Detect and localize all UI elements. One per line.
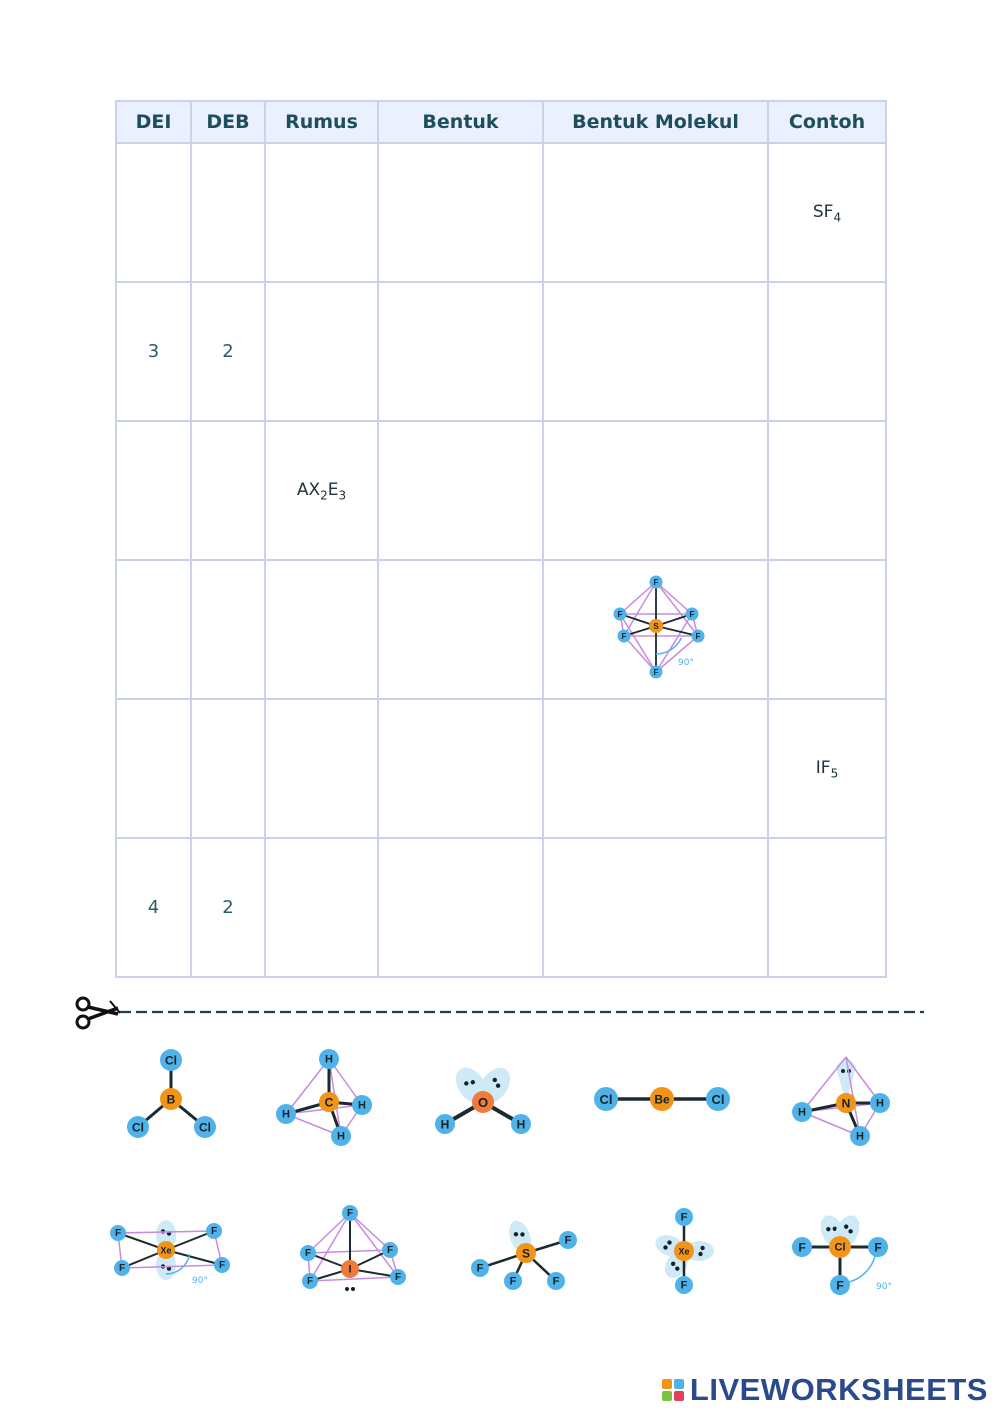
edge-line — [118, 1231, 214, 1233]
atom-label: B — [166, 1092, 176, 1107]
dei-cell[interactable] — [116, 421, 191, 560]
atom — [382, 1242, 398, 1258]
atom-label: F — [304, 1248, 312, 1259]
atom-label: Cl — [711, 1092, 725, 1107]
atom — [830, 1275, 850, 1295]
atom — [331, 1126, 351, 1146]
deb-cell[interactable] — [191, 421, 265, 560]
table-row — [116, 838, 886, 977]
atom-label: F — [552, 1275, 560, 1288]
atom-label: H — [325, 1053, 333, 1066]
bentuk-molekul-cell[interactable] — [543, 282, 768, 421]
atom — [836, 1093, 856, 1113]
molecule-square-pyramidal[interactable] — [298, 1203, 418, 1303]
table-body — [116, 143, 886, 977]
atom — [276, 1104, 296, 1124]
molecule-trigonal-pyramidal[interactable] — [790, 1047, 900, 1147]
bentuk-cell[interactable] — [378, 699, 543, 838]
atom — [870, 1093, 890, 1113]
contoh-cell[interactable] — [768, 421, 886, 560]
atom — [206, 1223, 222, 1239]
atom-label: F — [617, 610, 622, 619]
formula-part: E — [327, 479, 339, 500]
atom — [472, 1091, 494, 1113]
atom — [674, 1241, 694, 1261]
bentuk-molekul-cell[interactable] — [543, 838, 768, 977]
formula-part: 4 — [833, 210, 842, 225]
rumus-cell[interactable] — [265, 421, 378, 560]
scissors-icon — [77, 998, 120, 1028]
atom — [390, 1269, 406, 1285]
atom-label: H — [798, 1106, 806, 1119]
atom-label: F — [653, 578, 658, 587]
bentuk-molekul-cell[interactable] — [543, 560, 768, 699]
molecule-card-1[interactable] — [116, 1047, 226, 1147]
atom — [160, 1088, 182, 1110]
molecule-card-6[interactable] — [108, 1203, 238, 1293]
atom-label: Cl — [199, 1120, 211, 1135]
formula-part: AX — [296, 479, 321, 500]
formula-part: SF — [812, 201, 834, 222]
header-bentuk-molekul: Bentuk Molekul — [543, 101, 768, 143]
molecule-card-4[interactable] — [592, 1074, 732, 1124]
atom — [594, 1087, 618, 1111]
atom — [516, 1243, 536, 1263]
rumus-cell[interactable] — [265, 560, 378, 699]
atom-label: F — [306, 1276, 314, 1287]
atom-label: S — [521, 1246, 531, 1261]
logo-icon — [662, 1379, 684, 1401]
edge-line — [624, 636, 656, 672]
molecule-card-10[interactable] — [788, 1203, 908, 1303]
atom — [613, 608, 626, 621]
rumus-cell[interactable] — [265, 699, 378, 838]
atom — [868, 1237, 888, 1257]
atom — [685, 608, 698, 621]
atom-label: H — [337, 1130, 345, 1143]
molecule-trigonal-planar[interactable] — [116, 1047, 226, 1147]
atom — [214, 1257, 230, 1273]
atom — [511, 1114, 531, 1134]
atom-label: Xe — [160, 1245, 172, 1256]
atom — [160, 1049, 182, 1071]
table-row — [116, 143, 886, 282]
atom-label: N — [841, 1096, 851, 1111]
atom-label: I — [348, 1263, 352, 1276]
atom — [352, 1095, 372, 1115]
table-row — [116, 560, 886, 699]
atom-label: H — [358, 1099, 366, 1112]
atom — [300, 1245, 316, 1261]
molecule-linear-3-lone-pairs[interactable] — [640, 1203, 730, 1303]
header-dei: DEI — [116, 101, 191, 143]
bentuk-molekul-cell[interactable] — [543, 421, 768, 560]
atom — [194, 1116, 216, 1138]
atom-label: F — [798, 1240, 806, 1255]
atom-label: F — [210, 1226, 218, 1237]
atom-label: C — [324, 1095, 334, 1110]
dei-cell[interactable]: 4 — [116, 838, 191, 977]
dei-cell[interactable] — [116, 560, 191, 699]
formula-part: 3 — [338, 488, 347, 503]
header-deb: DEB — [191, 101, 265, 143]
contoh-cell[interactable] — [768, 699, 886, 838]
table-row — [116, 699, 886, 838]
molecule-seesaw[interactable] — [468, 1203, 588, 1303]
dei-cell[interactable]: 3 — [116, 282, 191, 421]
lone-pair-dots — [345, 1287, 355, 1291]
atom-label: F — [114, 1228, 122, 1239]
atom — [617, 630, 630, 643]
atom-label: F — [680, 1279, 688, 1292]
atom-label: Cl — [834, 1241, 846, 1254]
atom-label: Cl — [165, 1053, 177, 1068]
contoh-formula — [815, 757, 839, 781]
bentuk-cell[interactable] — [378, 838, 543, 977]
atom-label: Cl — [132, 1120, 144, 1135]
angle-label: 90° — [677, 658, 694, 668]
edge-line — [308, 1213, 350, 1253]
atom — [675, 1208, 693, 1226]
formula-part: 2 — [320, 488, 328, 503]
edge-line — [350, 1213, 390, 1250]
contoh-formula — [812, 201, 842, 225]
atom-label: F — [621, 632, 626, 641]
atom — [649, 619, 663, 633]
liveworksheets-logo — [662, 1372, 988, 1408]
header-rumus: Rumus — [265, 101, 378, 143]
molecule-square-planar[interactable] — [108, 1203, 238, 1293]
dei-cell[interactable] — [116, 143, 191, 282]
logo-text: LIVEWORKSHEETS — [689, 1372, 988, 1407]
atom — [110, 1225, 126, 1241]
header-bentuk: Bentuk — [378, 101, 543, 143]
atom — [792, 1102, 812, 1122]
atom-label: O — [477, 1095, 489, 1110]
atom — [341, 1260, 359, 1278]
atom — [792, 1237, 812, 1257]
bentuk-molekul-cell[interactable] — [543, 143, 768, 282]
atom — [504, 1272, 522, 1290]
molecule-card-3[interactable] — [423, 1047, 543, 1147]
contoh-cell[interactable] — [768, 143, 886, 282]
atom — [559, 1231, 577, 1249]
atom — [675, 1276, 693, 1294]
atom — [435, 1114, 455, 1134]
deb-cell[interactable]: 2 — [191, 282, 265, 421]
deb-cell[interactable]: 2 — [191, 838, 265, 977]
molecule-card-9[interactable] — [640, 1203, 730, 1303]
atom — [342, 1205, 358, 1221]
molecule-card-5[interactable] — [790, 1047, 900, 1147]
atom — [114, 1260, 130, 1276]
molecule-tetrahedral[interactable] — [274, 1047, 384, 1147]
atom-label: F — [564, 1234, 572, 1247]
atom — [649, 576, 662, 589]
cut-line — [74, 992, 934, 1032]
atom-label: H — [440, 1117, 450, 1132]
atom-label: S — [652, 622, 659, 631]
table-row — [116, 282, 886, 421]
angle-label: 90° — [876, 1282, 892, 1292]
bentuk-cell[interactable] — [378, 560, 543, 699]
atom-label: F — [836, 1278, 844, 1293]
rumus-cell[interactable] — [265, 838, 378, 977]
atom — [706, 1087, 730, 1111]
contoh-cell[interactable] — [768, 838, 886, 977]
atom — [547, 1272, 565, 1290]
atom-label: F — [118, 1263, 126, 1274]
atom-label: F — [874, 1240, 882, 1255]
worksheet-table — [115, 100, 887, 978]
atom — [691, 630, 704, 643]
contoh-cell[interactable] — [768, 560, 886, 699]
table-row — [116, 421, 886, 560]
angle-label: 90° — [192, 1276, 208, 1286]
atom-label: F — [653, 668, 658, 677]
atom — [302, 1273, 318, 1289]
rumus-cell[interactable] — [265, 143, 378, 282]
molecule-card-8[interactable] — [468, 1203, 588, 1303]
atom-label: F — [346, 1208, 354, 1219]
dei-cell[interactable] — [116, 699, 191, 838]
atom — [127, 1116, 149, 1138]
atom-label: F — [695, 632, 700, 641]
angle-arc — [656, 638, 681, 654]
atom-label: H — [856, 1130, 864, 1143]
rumus-cell[interactable] — [265, 282, 378, 421]
atom — [650, 1087, 674, 1111]
atom-label: F — [394, 1272, 402, 1283]
contoh-cell[interactable] — [768, 282, 886, 421]
header-contoh: Contoh — [768, 101, 886, 143]
bentuk-cell[interactable] — [378, 421, 543, 560]
atom — [471, 1259, 489, 1277]
atom — [319, 1092, 339, 1112]
formula-part: 5 — [830, 766, 839, 781]
atom-label: F — [476, 1262, 484, 1275]
atom-label: F — [509, 1275, 517, 1288]
header-row — [116, 101, 886, 143]
molecule-linear[interactable] — [592, 1074, 732, 1124]
atom-label: H — [516, 1117, 526, 1132]
atom-label: H — [282, 1108, 290, 1121]
bentuk-molekul-cell[interactable] — [543, 699, 768, 838]
formula-part: IF — [815, 757, 831, 778]
edge-line — [656, 582, 692, 614]
atom — [850, 1126, 870, 1146]
deb-cell[interactable] — [191, 143, 265, 282]
atom — [649, 666, 662, 679]
rumus-formula — [296, 479, 347, 503]
bentuk-cell[interactable] — [378, 282, 543, 421]
edge-line — [620, 582, 656, 614]
molecule-t-shaped[interactable] — [788, 1203, 908, 1303]
deb-cell[interactable] — [191, 560, 265, 699]
bentuk-cell[interactable] — [378, 143, 543, 282]
molecule-bent[interactable] — [423, 1047, 543, 1147]
atom-label: F — [386, 1245, 394, 1256]
deb-cell[interactable] — [191, 699, 265, 838]
atom-label: F — [680, 1211, 688, 1224]
atom-label: F — [689, 610, 694, 619]
atom-label: F — [218, 1260, 226, 1271]
octahedral-sf6-model[interactable] — [606, 574, 706, 680]
atom — [157, 1241, 175, 1259]
atom — [829, 1236, 851, 1258]
atom-label: H — [876, 1097, 884, 1110]
atom-label: Xe — [678, 1246, 690, 1257]
molecule-card-7[interactable] — [298, 1203, 418, 1303]
molecule-card-2[interactable] — [274, 1047, 384, 1147]
atom — [319, 1049, 339, 1069]
atom-label: Cl — [599, 1092, 613, 1107]
atom-label: Be — [654, 1092, 670, 1107]
